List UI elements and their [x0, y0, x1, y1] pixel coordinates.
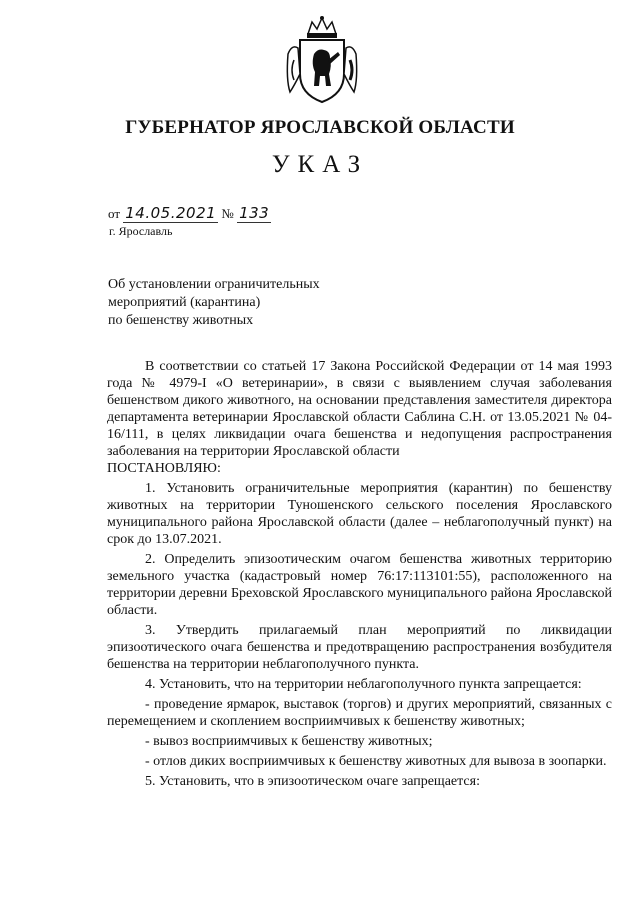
clause-paragraph: - отлов диких восприимчивых к бешенству животных для вывоза в зоопарки.	[145, 754, 607, 769]
coat-of-arms-icon	[284, 14, 360, 106]
clause-paragraph: 2. Определить эпизоотическим очагом бешенства животных территорию земельного участка (кадастровый номер 76:17:113101:55), расположенного на территории деревни Бреховской Ярославского муниципального района Ярославской области.	[107, 552, 612, 618]
document-subject	[108, 276, 320, 330]
org-title: ГУБЕРНАТОР ЯРОСЛАВСКОЙ ОБЛАСТИ	[125, 117, 515, 138]
clause-paragraph: 4. Установить, что на территории неблагополучного пункта запрещается:	[145, 677, 582, 692]
clause-paragraph: - проведение ярмарок, выставок (торгов) и других мероприятий, связанных с перемещением и скоплением восприимчивых к бешенству животных;	[107, 697, 612, 729]
clause-paragraph: 3. Утвердить прилагаемый план мероприятий по ликвидации эпизоотического очага бешенства и предотвращению распространения возбудителя бешенства на территории неблагополучного пункта.	[107, 623, 612, 672]
document-body	[107, 358, 612, 790]
date-prefix: от	[108, 206, 121, 221]
document-date: 14.05.2021	[125, 204, 217, 222]
clause-paragraph: 5. Установить, что в эпизоотическом очаге запрещается:	[145, 774, 480, 789]
document-type: УКАЗ	[271, 151, 369, 178]
date-number-line	[108, 204, 271, 222]
clause-paragraph: 1. Установить ограничительные мероприятия (карантин) по бешенству животных на территории Туношенского сельского поселения Ярославского муниципального района Ярославской области (далее – неблагополучный пункт) на срок до 13.07.2021.	[107, 481, 612, 547]
number-prefix: №	[221, 206, 234, 221]
resolve-heading: ПОСТАНОВЛЯЮ:	[107, 461, 221, 476]
preamble-paragraph: В соответствии со статьей 17 Закона Российской Федерации от 14 мая 1993 года № 4979-I «О ветеринарии», в связи с выявлением случая заболевания бешенством дикого животного, на основании представления заместителя директора департамента ветеринарии Ярославской области Саблина С.Н. от 13.05.2021 № 04-16/111, в целях ликвидации очага бешенства и недопущения распространения заболевания на территории Ярославской области	[107, 359, 612, 459]
subject-line: Об установлении ограничительных	[108, 277, 320, 292]
city: г. Ярославль	[109, 224, 173, 238]
clause-paragraph: - вывоз восприимчивых к бешенству животных;	[145, 734, 433, 749]
subject-line: по бешенству животных	[108, 313, 254, 328]
document-number: 133	[239, 204, 270, 222]
subject-line: мероприятий (карантина)	[108, 295, 261, 310]
